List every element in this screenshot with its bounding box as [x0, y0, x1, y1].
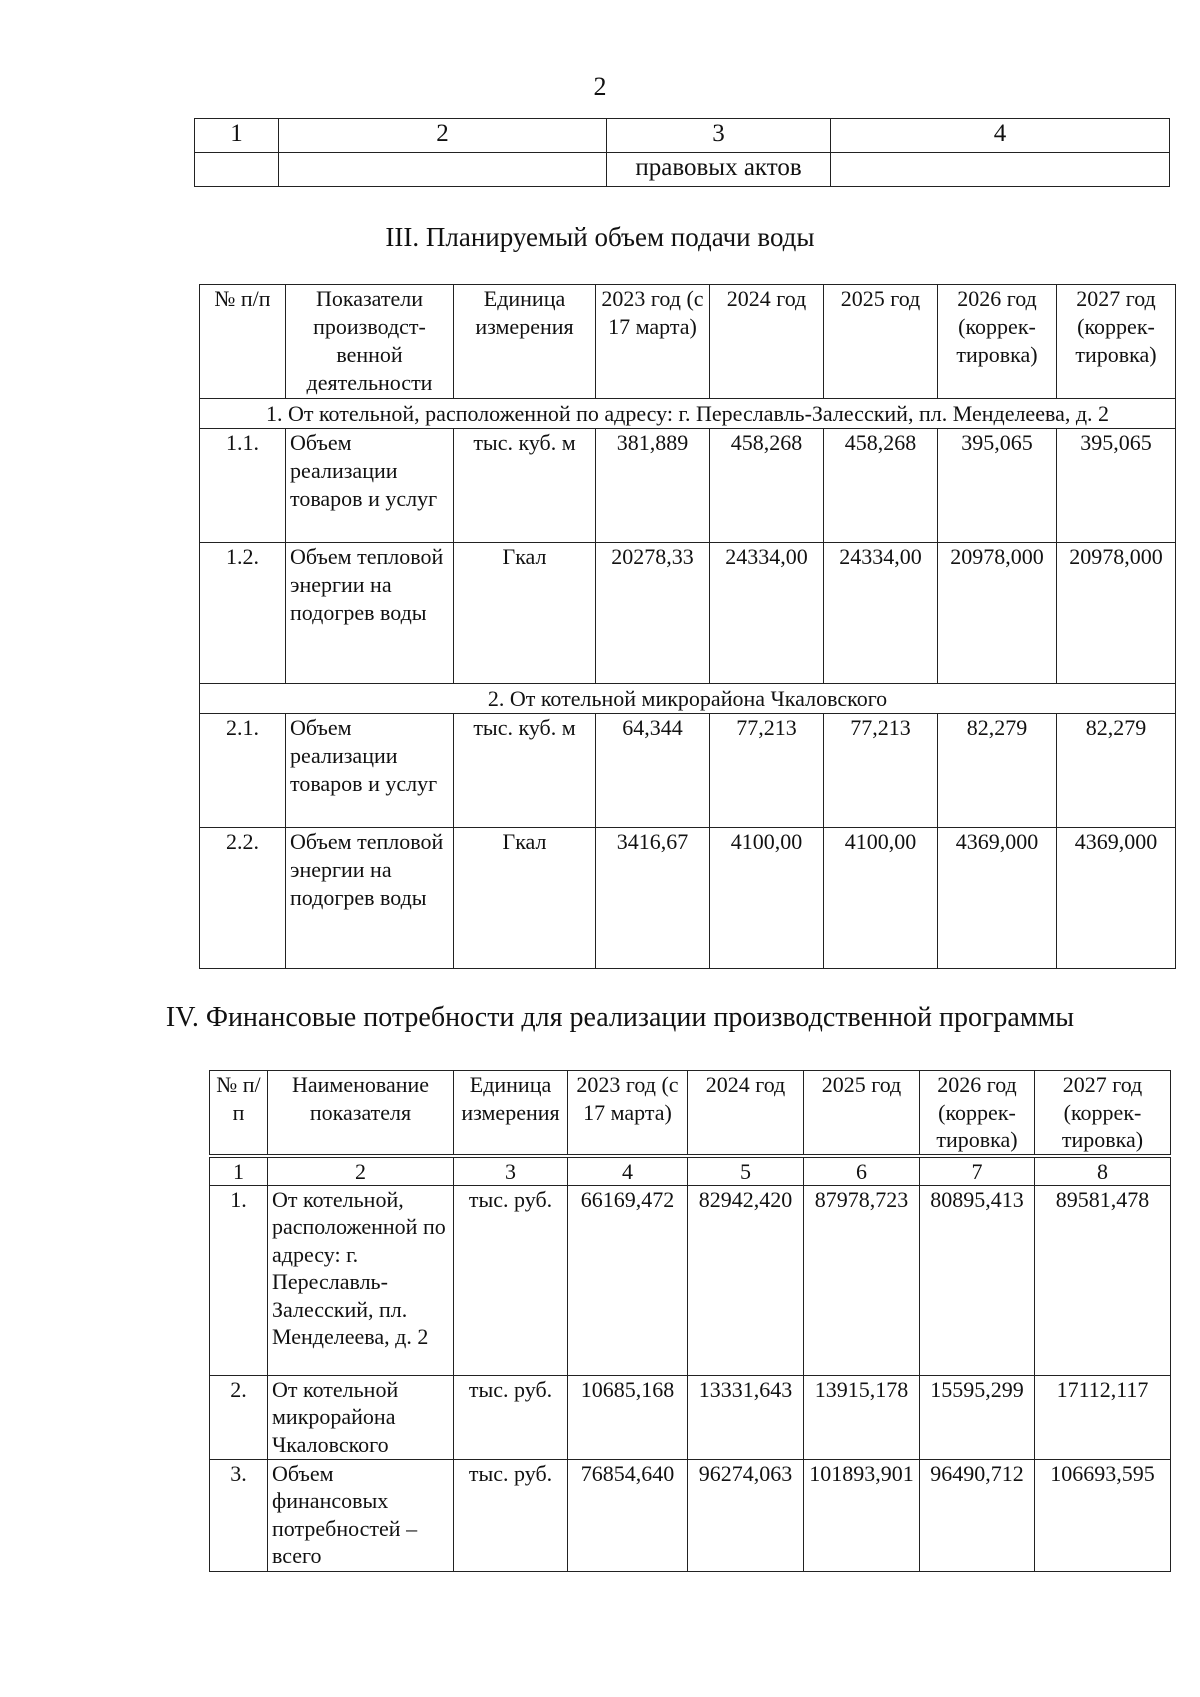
header-cell: № п/п	[200, 285, 286, 399]
value-2026: 15595,299	[920, 1375, 1035, 1459]
header-cell: 4	[831, 119, 1170, 153]
value-2024: 24334,00	[710, 543, 824, 684]
header-cell: 1	[195, 119, 279, 153]
value-2026: 80895,413	[920, 1185, 1035, 1375]
column-number-row	[210, 1156, 1171, 1186]
value-2027: 106693,595	[1035, 1459, 1171, 1571]
value-2024: 77,213	[710, 714, 824, 828]
header-cell: 2	[279, 119, 607, 153]
indicator-name: Объем тепловой энергии на подогрев воды	[286, 543, 454, 684]
unit-cell: Гкал	[454, 828, 596, 969]
row-number: 1.2.	[200, 543, 286, 684]
value-2025: 101893,901	[804, 1459, 920, 1571]
header-cell: 2026 год (коррек-тировка)	[938, 285, 1057, 399]
table-header-row	[210, 1071, 1171, 1156]
table-cell	[831, 153, 1170, 187]
financial-needs-table	[209, 1070, 1171, 1572]
continuation-row	[195, 153, 1170, 187]
value-2023: 381,889	[596, 429, 710, 543]
value-2023: 76854,640	[568, 1459, 688, 1571]
row-number: 2.2.	[200, 828, 286, 969]
continuation-header-row	[195, 119, 1170, 153]
column-number: 8	[1035, 1156, 1171, 1186]
value-2024: 82942,420	[688, 1185, 804, 1375]
value-2027: 20978,000	[1057, 543, 1176, 684]
table-row	[200, 714, 1176, 828]
value-2027: 89581,478	[1035, 1185, 1171, 1375]
column-number: 5	[688, 1156, 804, 1186]
table-cell	[195, 153, 279, 187]
section-3-title: III. Планируемый объем подачи воды	[385, 222, 815, 252]
value-2025: 77,213	[824, 714, 938, 828]
row-number: 3.	[210, 1459, 268, 1571]
header-cell: 2024 год	[710, 285, 824, 399]
header-cell: 2026 год (коррек-тировка)	[920, 1071, 1035, 1156]
header-cell: 2027 год (коррек-тировка)	[1057, 285, 1176, 399]
value-2026: 395,065	[938, 429, 1057, 543]
value-2026: 82,279	[938, 714, 1057, 828]
header-cell: Показатели производст-венной деятельности	[286, 285, 454, 399]
continuation-table	[194, 118, 1170, 187]
indicator-name: Объем реализации товаров и услуг	[286, 429, 454, 543]
value-2023: 64,344	[596, 714, 710, 828]
value-2023: 66169,472	[568, 1185, 688, 1375]
column-number: 1	[210, 1156, 268, 1186]
column-number: 4	[568, 1156, 688, 1186]
column-number: 6	[804, 1156, 920, 1186]
row-number: 2.	[210, 1375, 268, 1459]
header-cell: 3	[607, 119, 831, 153]
group-title: 1. От котельной, расположенной по адресу: г. Переславль-Залесский, пл. Менделеева, д. 2	[200, 399, 1176, 429]
indicator-name: От котельной, расположенной по адресу: г. Переславль-Залесский, пл. Менделеева, д. 2	[268, 1185, 454, 1375]
value-2026: 4369,000	[938, 828, 1057, 969]
value-2027: 82,279	[1057, 714, 1176, 828]
header-cell: 2027 год (коррек-тировка)	[1035, 1071, 1171, 1156]
value-2025: 458,268	[824, 429, 938, 543]
header-cell: 2023 год (с 17 марта)	[568, 1071, 688, 1156]
row-number: 1.1.	[200, 429, 286, 543]
indicator-name: Объем финансовых потребностей – всего	[268, 1459, 454, 1571]
group-row	[200, 684, 1176, 714]
row-number: 1.	[210, 1185, 268, 1375]
value-2023: 10685,168	[568, 1375, 688, 1459]
value-2027: 395,065	[1057, 429, 1176, 543]
value-2027: 4369,000	[1057, 828, 1176, 969]
value-2026: 20978,000	[938, 543, 1057, 684]
indicator-name: Объем тепловой энергии на подогрев воды	[286, 828, 454, 969]
header-cell: № п/п	[210, 1071, 268, 1156]
column-number: 2	[268, 1156, 454, 1186]
value-2025: 24334,00	[824, 543, 938, 684]
unit-cell: тыс. руб.	[454, 1459, 568, 1571]
value-2024: 458,268	[710, 429, 824, 543]
value-2026: 96490,712	[920, 1459, 1035, 1571]
unit-cell: тыс. куб. м	[454, 714, 596, 828]
value-2025: 4100,00	[824, 828, 938, 969]
indicator-name: От котельной микрорайона Чкаловского	[268, 1375, 454, 1459]
column-number: 3	[454, 1156, 568, 1186]
value-2025: 87978,723	[804, 1185, 920, 1375]
table-row	[210, 1459, 1171, 1571]
header-cell: 2023 год (с 17 марта)	[596, 285, 710, 399]
table-row	[200, 429, 1176, 543]
header-cell: 2025 год	[804, 1071, 920, 1156]
header-cell: Единица измерения	[454, 1071, 568, 1156]
indicator-name: Объем реализации товаров и услуг	[286, 714, 454, 828]
row-number: 2.1.	[200, 714, 286, 828]
table-row	[210, 1185, 1171, 1375]
value-2024: 96274,063	[688, 1459, 804, 1571]
section-4-title: IV. Финансовые потребности для реализации производственной программы	[165, 1002, 1075, 1033]
header-cell: Наименование показателя	[268, 1071, 454, 1156]
unit-cell: тыс. куб. м	[454, 429, 596, 543]
header-cell: 2025 год	[824, 285, 938, 399]
table-header-row	[200, 285, 1176, 399]
value-2025: 13915,178	[804, 1375, 920, 1459]
value-2024: 4100,00	[710, 828, 824, 969]
unit-cell: тыс. руб.	[454, 1375, 568, 1459]
group-row	[200, 399, 1176, 429]
page-number: 2	[593, 72, 607, 101]
unit-cell: тыс. руб.	[454, 1185, 568, 1375]
column-number: 7	[920, 1156, 1035, 1186]
group-title: 2. От котельной микрорайона Чкаловского	[200, 684, 1176, 714]
table-cell	[279, 153, 607, 187]
value-2023: 20278,33	[596, 543, 710, 684]
header-cell: Единица измерения	[454, 285, 596, 399]
table-row	[200, 828, 1176, 969]
table-row	[210, 1375, 1171, 1459]
value-2027: 17112,117	[1035, 1375, 1171, 1459]
water-supply-table	[199, 284, 1176, 969]
value-2023: 3416,67	[596, 828, 710, 969]
table-row	[200, 543, 1176, 684]
table-cell: правовых актов	[607, 153, 831, 187]
header-cell: 2024 год	[688, 1071, 804, 1156]
unit-cell: Гкал	[454, 543, 596, 684]
value-2024: 13331,643	[688, 1375, 804, 1459]
